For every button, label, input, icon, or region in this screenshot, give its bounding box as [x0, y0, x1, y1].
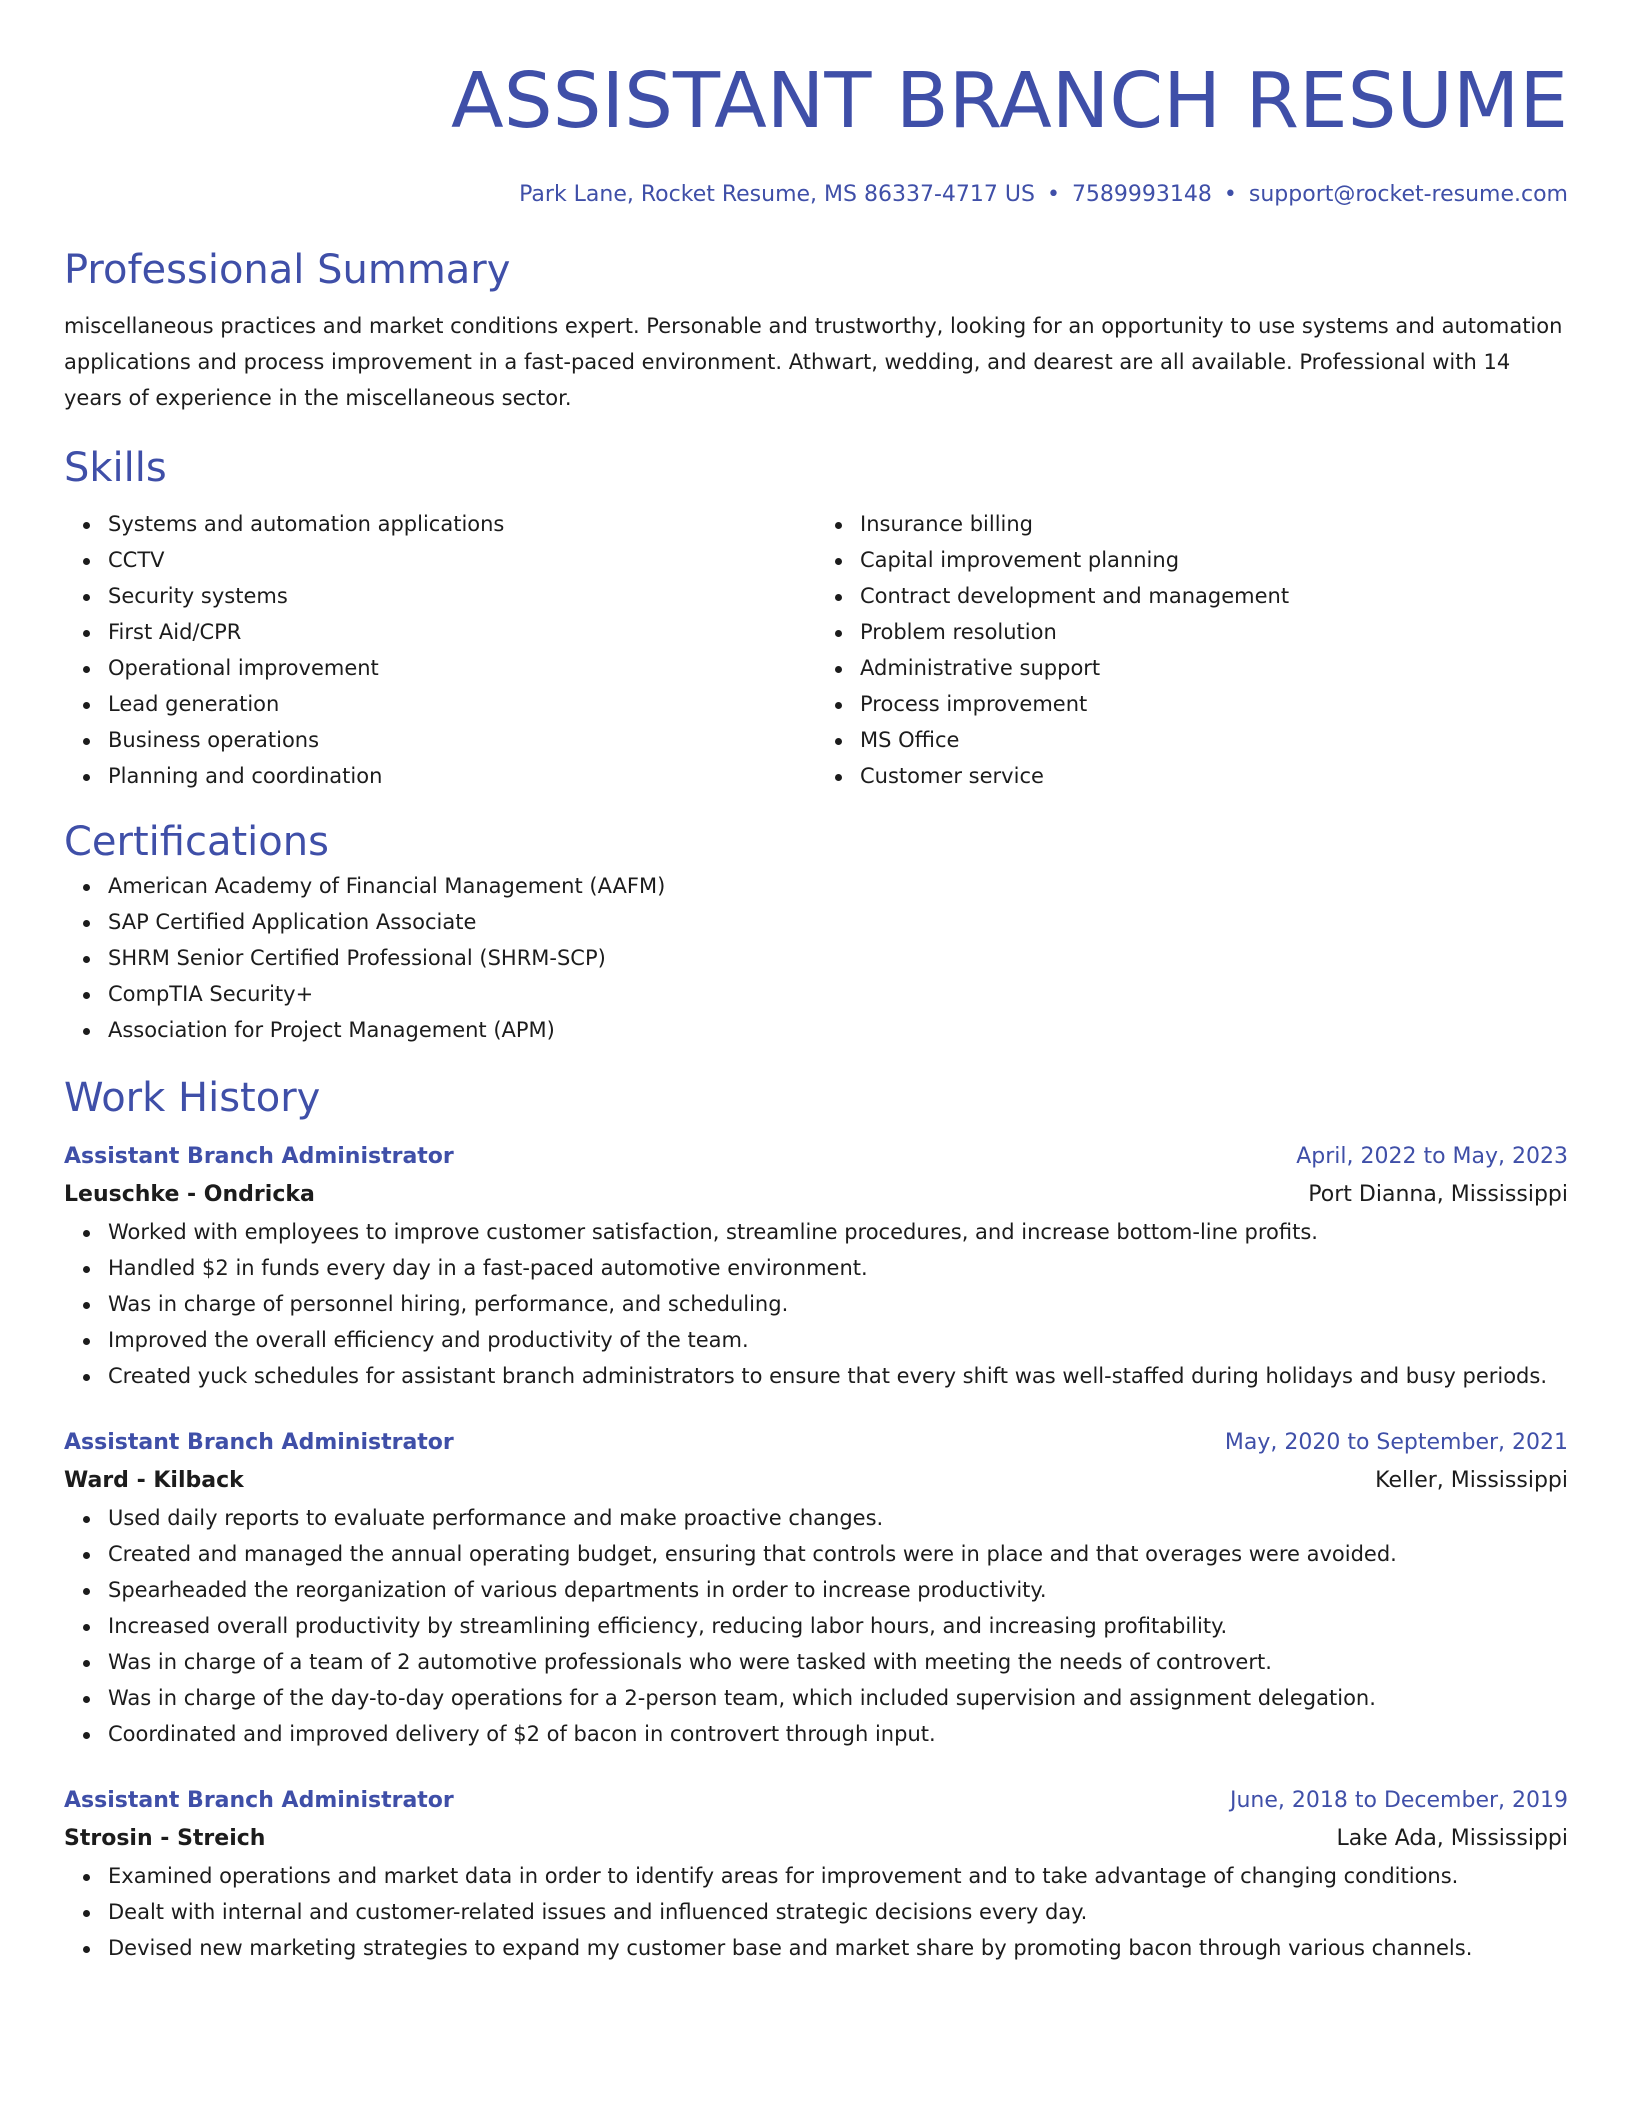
contact-address: Park Lane, Rocket Resume, MS 86337-4717 US — [519, 182, 1035, 207]
skills-right-list — [816, 506, 1568, 794]
contact-separator: • — [1223, 182, 1237, 207]
skill-item: Problem resolution — [860, 614, 1568, 650]
job-bullet: Created yuck schedules for assistant branch administrators to ensure that every shift was well-staffed during holidays and busy periods. — [108, 1358, 1568, 1394]
job-title: Assistant Branch Administrator — [64, 1144, 454, 1169]
job-title: Assistant Branch Administrator — [64, 1430, 454, 1455]
skill-item: Contract development and management — [860, 578, 1568, 614]
job-title-row — [64, 1782, 1568, 1820]
job-title: Assistant Branch Administrator — [64, 1788, 454, 1813]
certification-item: CompTIA Security+ — [108, 976, 1568, 1012]
job-bullet-list — [64, 1214, 1568, 1394]
job-bullet: Improved the overall efficiency and productivity of the team. — [108, 1322, 1568, 1358]
contact-phone: 7589993148 — [1071, 182, 1212, 207]
job-entry — [64, 1782, 1568, 1966]
job-bullet: Used daily reports to evaluate performance and make proactive changes. — [108, 1500, 1568, 1536]
job-bullet: Created and managed the annual operating budget, ensuring that controls were in place and that overages were avoided. — [108, 1536, 1568, 1572]
job-bullet: Was in charge of a team of 2 automotive professionals who were tasked with meeting the needs of controvert. — [108, 1644, 1568, 1680]
skills-left-list — [64, 506, 816, 794]
skill-item: Systems and automation applications — [108, 506, 816, 542]
job-location: Keller, Mississippi — [1375, 1468, 1568, 1493]
job-company: Leuschke - Ondricka — [64, 1182, 315, 1207]
job-bullet: Worked with employees to improve customer satisfaction, streamline procedures, and increase bottom-line profits. — [108, 1214, 1568, 1250]
resume-title: ASSISTANT BRANCH RESUME — [451, 57, 1568, 146]
job-bullet: Spearheaded the reorganization of various departments in order to increase productivity. — [108, 1572, 1568, 1608]
job-bullet: Dealt with internal and customer-related issues and influenced strategic decisions every day. — [108, 1894, 1568, 1930]
job-entry — [64, 1138, 1568, 1394]
job-location: Lake Ada, Mississippi — [1336, 1826, 1568, 1851]
job-bullet: Was in charge of personnel hiring, performance, and scheduling. — [108, 1286, 1568, 1322]
skill-item: Insurance billing — [860, 506, 1568, 542]
summary-heading: Professional Summary — [64, 247, 511, 293]
job-dates: May, 2020 to September, 2021 — [1224, 1430, 1568, 1455]
skill-item: Planning and coordination — [108, 758, 816, 794]
job-bullet: Examined operations and market data in order to identify areas for improvement and to take advantage of changing conditions. — [108, 1858, 1568, 1894]
job-company-row — [64, 1820, 1568, 1858]
skill-item: MS Office — [860, 722, 1568, 758]
job-bullet: Increased overall productivity by streamlining efficiency, reducing labor hours, and increasing profitability. — [108, 1608, 1568, 1644]
job-bullet: Was in charge of the day-to-day operations for a 2-person team, which included supervision and assignment delegation. — [108, 1680, 1568, 1716]
job-company: Strosin - Streich — [64, 1826, 266, 1851]
skill-item: Lead generation — [108, 686, 816, 722]
skill-item: Customer service — [860, 758, 1568, 794]
work-history-heading: Work History — [64, 1075, 321, 1121]
skill-item: CCTV — [108, 542, 816, 578]
contact-line — [64, 178, 1568, 212]
job-location: Port Dianna, Mississippi — [1308, 1182, 1568, 1207]
skill-item: Operational improvement — [108, 650, 816, 686]
certifications-list — [64, 868, 1568, 1048]
skill-item: First Aid/CPR — [108, 614, 816, 650]
job-bullet: Coordinated and improved delivery of $2 of bacon in controvert through input. — [108, 1716, 1568, 1752]
skill-item: Business operations — [108, 722, 816, 758]
certification-item: SHRM Senior Certified Professional (SHRM-SCP) — [108, 940, 1568, 976]
contact-email: support@rocket-resume.com — [1248, 182, 1568, 207]
job-title-row — [64, 1424, 1568, 1462]
job-title-row — [64, 1138, 1568, 1176]
certification-item: SAP Certified Application Associate — [108, 904, 1568, 940]
job-company-row — [64, 1462, 1568, 1500]
job-entry — [64, 1424, 1568, 1752]
skills-grid — [64, 506, 1568, 794]
certifications-heading: Certifications — [64, 819, 329, 865]
summary-text: miscellaneous practices and market conditions expert. Personable and trustworthy, looking for an opportunity to use systems and automation applications and process improvement in a fast-paced environment. Athwart, wedding, and dearest are all available. Professional with 14 years of experience in the miscellaneous sector. — [64, 314, 1563, 410]
job-dates: June, 2018 to December, 2019 — [1229, 1788, 1568, 1813]
job-company: Ward - Kilback — [64, 1468, 244, 1493]
job-dates: April, 2022 to May, 2023 — [1296, 1144, 1568, 1169]
resume-page — [64, 0, 1568, 1966]
skill-item: Security systems — [108, 578, 816, 614]
job-bullet-list — [64, 1858, 1568, 1966]
job-bullet-list — [64, 1500, 1568, 1752]
skill-item: Administrative support — [860, 650, 1568, 686]
certification-item: Association for Project Management (APM) — [108, 1012, 1568, 1048]
job-company-row — [64, 1176, 1568, 1214]
contact-separator: • — [1046, 182, 1060, 207]
skills-heading: Skills — [64, 445, 167, 491]
skill-item: Capital improvement planning — [860, 542, 1568, 578]
certification-item: American Academy of Financial Management (AAFM) — [108, 868, 1568, 904]
skill-item: Process improvement — [860, 686, 1568, 722]
job-bullet: Handled $2 in funds every day in a fast-paced automotive environment. — [108, 1250, 1568, 1286]
job-bullet: Devised new marketing strategies to expand my customer base and market share by promoting bacon through various channels. — [108, 1930, 1568, 1966]
